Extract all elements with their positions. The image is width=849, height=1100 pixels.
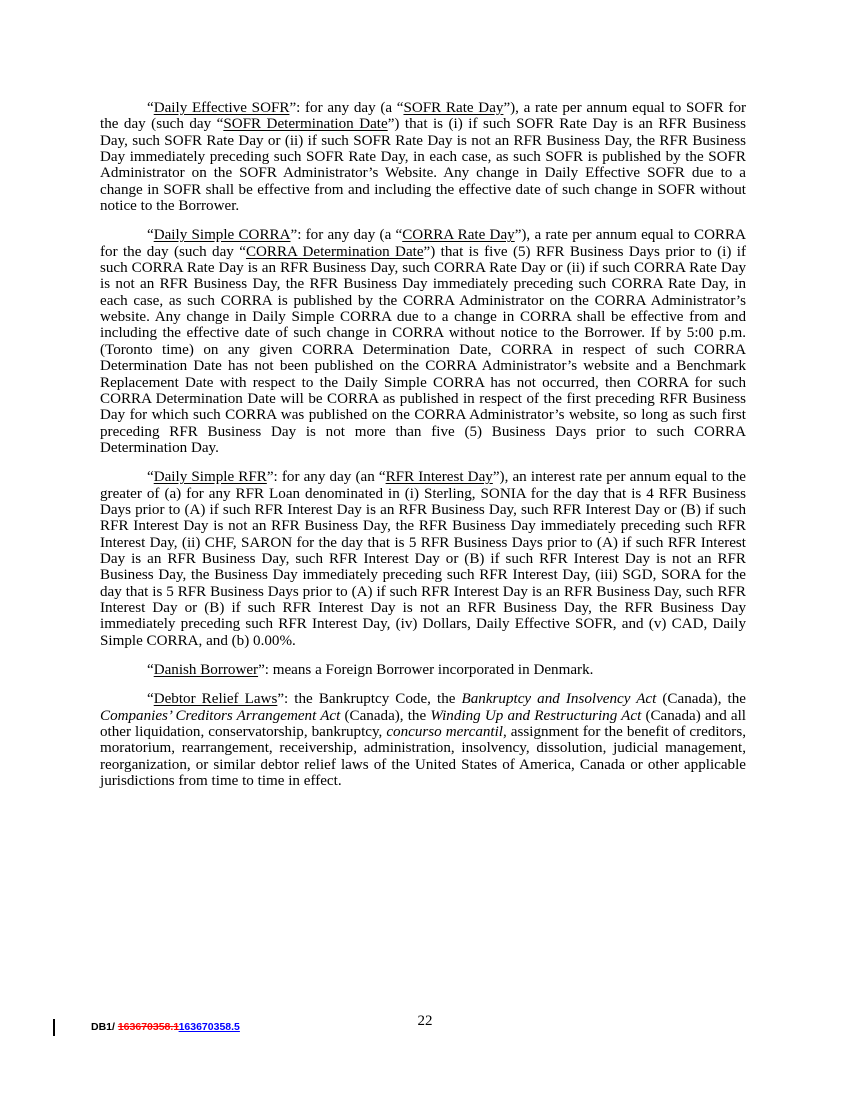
open-quote: “ — [147, 662, 154, 678]
page-number: 22 — [417, 1013, 433, 1029]
definition-text: ”), a rate per annum equal to SOFR for the day (such day “ — [100, 100, 747, 133]
open-quote: “ — [147, 227, 154, 244]
definition-daily-simple-rfr — [100, 469, 746, 649]
definition-text: ”: the Bankruptcy Code, the — [277, 691, 462, 708]
statute-name: Companies’ Creditors Arrangement Act — [100, 707, 341, 724]
definition-debtor-relief-laws — [100, 691, 746, 789]
defined-term: RFR Interest Day — [385, 469, 493, 486]
foreign-term: concurso mercantil — [386, 724, 503, 741]
definition-daily-simple-corra — [100, 227, 746, 456]
change-bar — [53, 1019, 55, 1036]
defined-term: Daily Simple RFR — [153, 469, 267, 486]
defined-term: Debtor Relief Laws — [153, 691, 278, 708]
definition-text: (Canada) and all other liquidation, conservatorship, bankruptcy, — [100, 707, 746, 741]
definition-text: ”: for any day (a “ — [289, 100, 404, 116]
definition-text: (Canada), the — [340, 707, 431, 724]
document-id — [91, 1021, 240, 1033]
document-body — [100, 100, 746, 803]
definition-daily-effective-sofr — [100, 100, 746, 214]
defined-term: SOFR Rate Day — [403, 100, 504, 116]
deleted-document-id: 163670358.1 — [117, 1021, 179, 1033]
defined-term: Danish Borrower — [153, 662, 259, 678]
definition-text: ”: means a Foreign Borrower incorporated in Denmark. — [258, 662, 594, 678]
defined-term: SOFR Determination Date — [223, 116, 388, 133]
document-id-prefix: DB1/ — [91, 1021, 118, 1033]
defined-term: Daily Simple CORRA — [153, 227, 291, 244]
definition-text: ”) that is (i) if such SOFR Rate Day is an RFR Business Day, such SOFR Rate Day or (ii) if such SOFR Rate Day is not an RFR Business Day, the RFR Business Day immediately preceding such SOFR Rate Day, in each case, as such SOFR is published by the SOFR Administrator on the SOFR Administrator’s Website. Any change in Daily Effective SOFR due to a change in SOFR shall be effective from and including the effective date of such change in SOFR without notice to the Borrower. — [100, 116, 746, 215]
open-quote: “ — [147, 691, 154, 708]
definition-text: ”: for any day (an “ — [266, 469, 386, 486]
definition-text: ”), a rate per annum equal to CORRA for the day (such day “ — [100, 227, 747, 260]
definition-text: (Canada), the — [656, 691, 746, 708]
open-quote: “ — [147, 100, 154, 116]
definition-danish-borrower — [100, 662, 746, 678]
inserted-document-id: 163670358.5 — [178, 1021, 240, 1033]
definition-text: ”: for any day (a “ — [290, 227, 403, 244]
definition-text: ”) that is five (5) RFR Business Days prior to (i) if such CORRA Rate Day is an RFR Business Day, such CORRA Rate Day or (ii) if such CORRA Rate Day is not an RFR Business Day, the RFR Business Day immediately preceding such CORRA Rate Day, in each case, as such CORRA is published by the CORRA Administrator on the CORRA Administrator’s website. Any change in Daily Simple CORRA due to a change in CORRA shall be effective from and including the effective date of such change in CORRA without notice to the Borrower. If by 5:00 p.m. (Toronto time) on any given CORRA Determination Date, CORRA in respect of such CORRA Determination Date has not been published on the CORRA Administrator’s website and a Benchmark Replacement Date with respect to the Daily Simple CORRA has not occurred, then CORRA for such CORRA Determination Date will be CORRA as published in respect of the first preceding RFR Business Day for which such CORRA was published on the CORRA Administrator’s website, so long as such first preceding RFR Business Day is not more than five (5) Business Days prior to such CORRA Determination Day. — [100, 243, 747, 456]
defined-term: CORRA Determination Date — [245, 243, 424, 260]
definition-text: ”), an interest rate per annum equal to the greater of (a) for any RFR Loan denominated in (i) Sterling, SONIA for the day that is 4 RFR Business Days prior to (A) if such RFR Interest Day is an RFR Business Day, such RFR Interest Day or (B) if such RFR Interest Day is not an RFR Business Day, the RFR Business Day immediately preceding such RFR Interest Day, (ii) CHF, SARON for the day that is 5 RFR Business Days prior to (A) if such RFR Interest Day is an RFR Business Day, such RFR Interest Day or (B) if such RFR Interest Day is not an RFR Business Day, the Business Day immediately preceding such RFR Interest Day, (iii) SGD, SORA for the day that is 5 RFR Business Days prior to (A) if such RFR Interest Day is an RFR Business Day, such RFR Interest Day or (B) if such RFR Interest Day is not an RFR Business Day, the RFR Business Day immediately preceding such RFR Interest Day, (iv) Dollars, Daily Effective SOFR, and (v) CAD, Daily Simple CORRA, and (b) 0.00%. — [100, 469, 747, 649]
statute-name: Winding Up and Restructuring Act — [430, 707, 642, 724]
statute-name: Bankruptcy and Insolvency Act — [461, 691, 657, 708]
defined-term: CORRA Rate Day — [402, 227, 515, 244]
definition-text: , assignment for the benefit of creditors, moratorium, rearrangement, receivership, administration, insolvency, dissolution, judicial management, reorganization, or similar debtor relief laws of the United States of America, Canada or other applicable jurisdictions from time to time in effect. — [100, 724, 746, 790]
open-quote: “ — [147, 469, 154, 486]
defined-term: Daily Effective SOFR — [153, 100, 290, 116]
